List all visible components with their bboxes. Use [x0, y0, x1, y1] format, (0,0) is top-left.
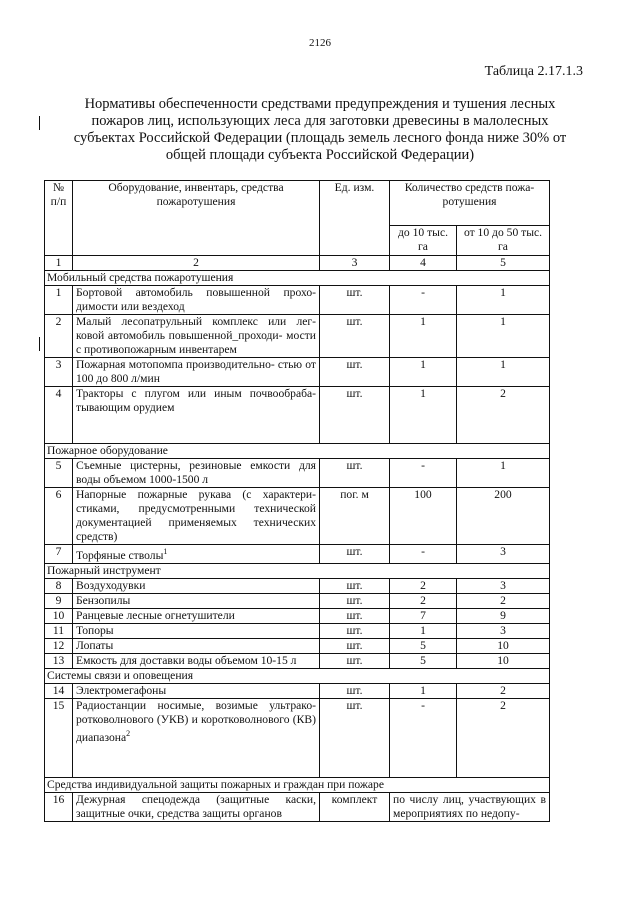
table-row: [45, 545, 550, 564]
title-line-3: субъектах Российской Федерации (площадь земель лесного фонда ниже 30% от: [73, 130, 567, 146]
row-qty-up-to-10: 1: [390, 315, 457, 358]
row-number: 9: [45, 593, 73, 608]
row-qty-10-to-50: 2: [457, 698, 550, 777]
row-name: Дежурная спецодежда (защитные каски, защитные очки, средства защиты органов: [73, 792, 320, 821]
row-qty-up-to-10: 5: [390, 638, 457, 653]
row-unit: шт.: [320, 459, 390, 488]
row-name: Напорные пожарные рукава (с характери- стиками, предусмотренными технической документацией применяемых технических средств): [73, 488, 320, 545]
row-qty-up-to-10: 2: [390, 593, 457, 608]
page-number: 2126: [309, 37, 331, 49]
section-title: Системы связи и оповещения: [45, 668, 550, 683]
row-unit: комплект: [320, 792, 390, 821]
row-number: 7: [45, 545, 73, 564]
row-unit: шт.: [320, 608, 390, 623]
section-title: Пожарное оборудование: [45, 444, 550, 459]
header-10-to-50: от 10 до 50 тыс. га: [457, 226, 550, 256]
row-name: Бортовой автомобиль повышенной прохо- димости или вездеход: [73, 286, 320, 315]
table-row: [45, 698, 550, 777]
row-qty-merged: по числу лиц, участвующих в мероприятиях по недопу-: [390, 792, 550, 821]
row-name: Воздуходувки: [73, 578, 320, 593]
row-qty-up-to-10: 7: [390, 608, 457, 623]
row-name: Торфяные стволы: [76, 548, 164, 562]
footnote-mark: 2: [126, 728, 131, 738]
header-num: № п/п: [45, 181, 73, 256]
header-quantity: Количество средств пожа- ротушения: [390, 181, 550, 226]
col-number: 4: [390, 256, 457, 271]
row-name-cell: [73, 698, 320, 777]
row-unit: шт.: [320, 315, 390, 358]
row-unit: пог. м: [320, 488, 390, 545]
row-unit: шт.: [320, 593, 390, 608]
footnote-mark: 1: [163, 547, 168, 556]
row-name: Тракторы с плугом или иным почвообраба- тывающим орудием: [73, 387, 320, 444]
header-unit: Ед. изм.: [320, 181, 390, 256]
row-number: 13: [45, 653, 73, 668]
row-qty-up-to-10: 1: [390, 387, 457, 444]
row-unit: шт.: [320, 578, 390, 593]
revision-mark: [39, 337, 40, 351]
row-name: Пожарная мотопомпа производительно- стью от 100 до 800 л/мин: [73, 358, 320, 387]
section-title: Мобильный средства пожаротушения: [45, 271, 550, 286]
row-number: 8: [45, 578, 73, 593]
row-qty-10-to-50: 10: [457, 638, 550, 653]
section-row: [45, 444, 550, 459]
row-name: Электромегафоны: [73, 683, 320, 698]
table-title: [40, 96, 600, 164]
row-number: 6: [45, 488, 73, 545]
row-name: Съемные цистерны, резиновые емкости для воды объемом 1000-1500 л: [73, 459, 320, 488]
row-number: 10: [45, 608, 73, 623]
row-number: 16: [45, 792, 73, 821]
section-row: [45, 271, 550, 286]
title-line-2: пожаров лиц, использующих леса для заготовки древесины в малолесных: [91, 113, 549, 129]
table-row: [45, 286, 550, 315]
table-row: [45, 358, 550, 387]
col-number: 2: [73, 256, 320, 271]
row-qty-up-to-10: 2: [390, 578, 457, 593]
row-qty-up-to-10: -: [390, 698, 457, 777]
col-number: 3: [320, 256, 390, 271]
row-qty-10-to-50: 1: [457, 358, 550, 387]
row-qty-10-to-50: 200: [457, 488, 550, 545]
table-row: [45, 593, 550, 608]
table-row: [45, 653, 550, 668]
row-name: Радиостанции носимые, возимые ультрако- ротковолнового (УКВ) и коротковолнового (КВ) диапазона: [76, 698, 316, 744]
row-number: 4: [45, 387, 73, 444]
row-qty-up-to-10: 5: [390, 653, 457, 668]
row-name: Бензопилы: [73, 593, 320, 608]
title-line-1: Нормативы обеспеченности средствами предупреждения и тушения лесных: [84, 96, 556, 112]
row-unit: шт.: [320, 653, 390, 668]
norms-table: [44, 180, 550, 822]
row-number: 14: [45, 683, 73, 698]
row-qty-10-to-50: 3: [457, 545, 550, 564]
table-row: [45, 638, 550, 653]
row-qty-up-to-10: -: [390, 286, 457, 315]
row-unit: шт.: [320, 683, 390, 698]
row-number: 3: [45, 358, 73, 387]
column-number-row: [45, 256, 550, 271]
section-row: [45, 777, 550, 792]
row-unit: шт.: [320, 623, 390, 638]
row-qty-up-to-10: 1: [390, 358, 457, 387]
section-row: [45, 668, 550, 683]
table-number: Таблица 2.17.1.3: [484, 64, 583, 79]
row-name-cell: [73, 545, 320, 564]
row-qty-10-to-50: 1: [457, 459, 550, 488]
row-name: Малый лесопатрульный комплекс или лег- ковой автомобиль повышенной_проходи- мости с противопожарным инвентарем: [73, 315, 320, 358]
title-line-4: общей площади субъекта Российской Федерации): [165, 147, 475, 163]
row-qty-10-to-50: 2: [457, 387, 550, 444]
section-title: Пожарный инструмент: [45, 563, 550, 578]
table-row: [45, 488, 550, 545]
header-up-to-10: до 10 тыс. га: [390, 226, 457, 256]
table-row: [45, 623, 550, 638]
row-unit: шт.: [320, 545, 390, 564]
row-unit: шт.: [320, 358, 390, 387]
row-qty-10-to-50: 9: [457, 608, 550, 623]
row-qty-up-to-10: -: [390, 545, 457, 564]
table-row: [45, 608, 550, 623]
table-row: [45, 387, 550, 444]
table-header-row: [45, 181, 550, 226]
row-name: Емкость для доставки воды объемом 10-15 л: [73, 653, 320, 668]
row-name: Лопаты: [73, 638, 320, 653]
row-number: 15: [45, 698, 73, 777]
table-row: [45, 578, 550, 593]
row-number: 11: [45, 623, 73, 638]
row-unit: шт.: [320, 387, 390, 444]
row-unit: шт.: [320, 638, 390, 653]
row-qty-up-to-10: 100: [390, 488, 457, 545]
row-unit: шт.: [320, 698, 390, 777]
row-qty-10-to-50: 1: [457, 315, 550, 358]
table-row: [45, 315, 550, 358]
table-row: [45, 792, 550, 821]
row-qty-10-to-50: 10: [457, 653, 550, 668]
row-unit: шт.: [320, 286, 390, 315]
col-number: 1: [45, 256, 73, 271]
table-row: [45, 459, 550, 488]
row-qty-up-to-10: 1: [390, 623, 457, 638]
row-number: 1: [45, 286, 73, 315]
section-title: Средства индивидуальной защиты пожарных и граждан при пожаре: [45, 777, 550, 792]
row-number: 2: [45, 315, 73, 358]
section-row: [45, 563, 550, 578]
table-row: [45, 683, 550, 698]
row-qty-10-to-50: 1: [457, 286, 550, 315]
row-qty-10-to-50: 3: [457, 623, 550, 638]
col-number: 5: [457, 256, 550, 271]
row-qty-up-to-10: -: [390, 459, 457, 488]
revision-mark: [39, 116, 40, 130]
row-name: Топоры: [73, 623, 320, 638]
row-qty-10-to-50: 3: [457, 578, 550, 593]
row-qty-10-to-50: 2: [457, 593, 550, 608]
row-qty-up-to-10: 1: [390, 683, 457, 698]
row-number: 12: [45, 638, 73, 653]
row-name: Ранцевые лесные огнетушители: [73, 608, 320, 623]
row-qty-10-to-50: 2: [457, 683, 550, 698]
row-number: 5: [45, 459, 73, 488]
header-equipment: Оборудование, инвентарь, средства пожаротушения: [73, 181, 320, 256]
